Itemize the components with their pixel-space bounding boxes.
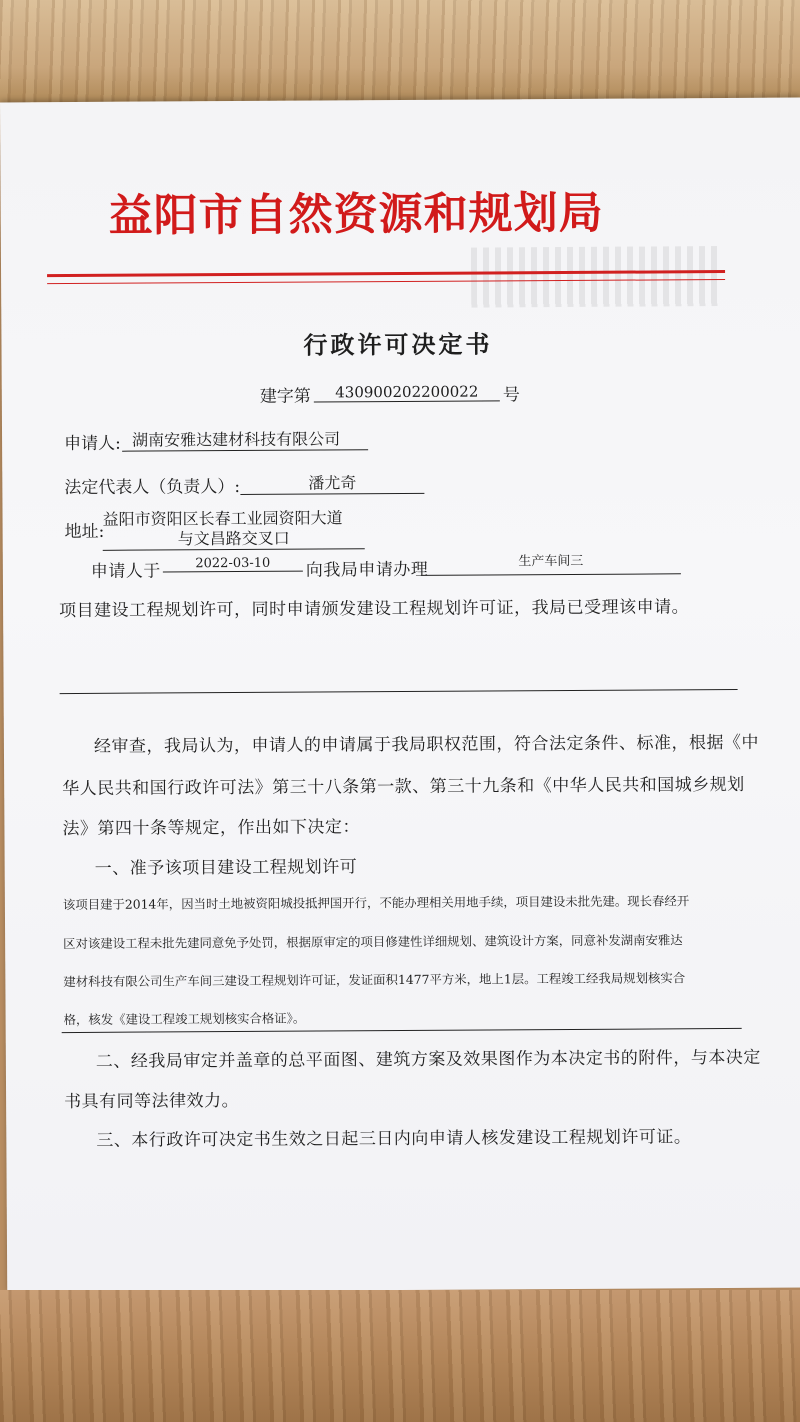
decision1-heading: 一、准予该项目建设工程规划许可 [94,857,358,879]
separator-rule [60,689,738,694]
decision1-note-line1: 该项目建于2014年，因当时土地被资阳城投抵押国开行，不能办理相关用地手续，项目建设未批先建。现长春经开 [62,893,690,913]
review-line2: 华人民共和国行政许可法》第三十八条第一款、第三十九条和《中华人民共和国城乡规划 [62,774,745,800]
note-underline [62,1028,742,1033]
review-line1: 经审查，我局认为，申请人的申请属于我局职权范围，符合法定条件、标准，根据《中 [93,732,759,757]
address-label: 地址: [64,521,105,543]
document-page [0,98,800,1293]
decision2-line2: 书具有同等法律效力。 [64,1091,240,1113]
doc-number-value: 430900202200022 [314,382,500,402]
applicant-label: 申请人: [64,433,121,455]
application-tail: 项目建设工程规划许可，同时申请颁发建设工程规划许可证，我局已受理该申请。 [59,597,690,622]
address-line2: 与文昌路交叉口 [103,525,365,551]
decision2-line1: 二、经我局审定并盖章的总平面图、建筑方案及效果图作为本决定书的附件，与本决定 [95,1047,761,1072]
application-project: 生产车间三 [421,549,681,576]
application-lead: 申请人于 [90,561,161,582]
wood-background-bottom [0,1290,800,1422]
decision3-line1: 三、本行政许可决定书生效之日起三日内向申请人核发建设工程规划许可证。 [96,1127,692,1151]
doc-number-suffix: 号 [502,385,520,406]
decision1-note-line2: 区对该建设工程未批先建同意免予处罚，根据原审定的项目修建性详细规划、建筑设计方案，同意补发湖南安雅达 [63,932,683,952]
agency-header: 益阳市自然资源和规划局 [108,187,604,242]
document-title: 行政许可决定书 [303,329,493,360]
wood-background-top [0,0,800,112]
review-line3: 法》第四十条等规定，作出如下决定： [62,817,361,840]
doc-number-prefix: 建字第 [259,386,311,407]
application-mid: 向我局申请办理 [305,559,429,581]
representative-label: 法定代表人（负责人）: [64,476,241,499]
address-line1: 益阳市资阳区长春工业园资阳大道 [102,508,343,529]
decision1-note-line3: 建材科技有限公司生产车间三建设工程规划许可证，发证面积1477平方米，地上1层。工程竣工经我局规划核实合 [63,970,686,990]
applicant-value: 湖南安雅达建材科技有限公司 [122,426,368,452]
bleed-through-text [471,246,721,308]
decision1-note-line4: 格，核发《建设工程竣工规划核实合格证》。 [63,1010,306,1028]
representative-value: 潘尤奇 [240,470,424,495]
application-date: 2022-03-10 [163,556,303,573]
